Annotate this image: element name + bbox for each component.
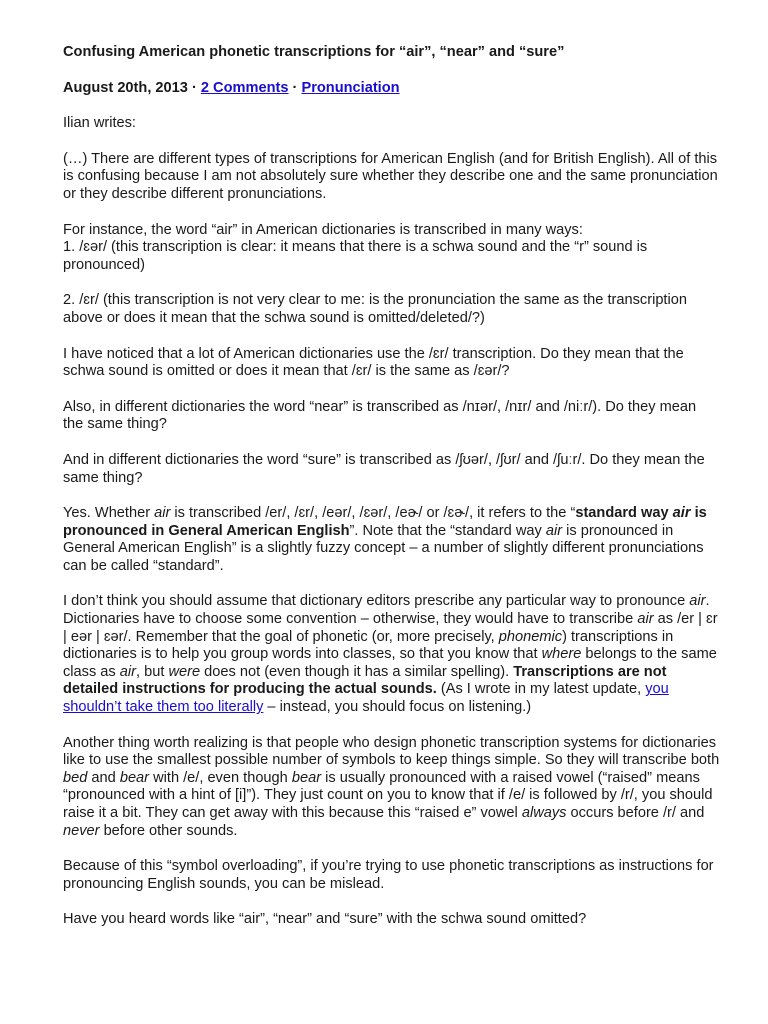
bold-italic-run: air bbox=[672, 505, 691, 522]
text-run: ”. Note that the “standard way bbox=[349, 522, 546, 539]
paragraph-question-4: I have noticed that a lot of American dictionaries use the /ɛr/ transcription. Do they mean that the schwa sound is omitted or does it mean that /ɛr/ is the same as /ɛər/? bbox=[63, 345, 684, 380]
italic-run: air bbox=[545, 522, 563, 539]
italic-run: were bbox=[168, 663, 201, 680]
paragraph-question-5: Also, in different dictionaries the word “near” is transcribed as /nɪər/, /nɪr/ and /niːr/). Do they mean the same thing? bbox=[63, 398, 697, 433]
text-run: (As I wrote in my latest update, bbox=[436, 681, 646, 698]
text-run: . Dictionaries have to choose some convention – otherwise, they would have to transcribe bbox=[63, 593, 710, 628]
category-link[interactable]: Pronunciation bbox=[301, 79, 400, 96]
text-run: Yes. Whether bbox=[63, 505, 155, 522]
post-date: August 20th, 2013 bbox=[63, 79, 188, 96]
meta-separator: · bbox=[288, 79, 302, 96]
italic-run: air bbox=[689, 593, 706, 610]
paragraph-question-6: And in different dictionaries the word “sure” is transcribed as /ʃʊər/, /ʃʊr/ and /ʃuːr/. Do they mean the same thing? bbox=[63, 451, 705, 486]
italic-run: air bbox=[637, 611, 654, 628]
paragraph-answer-1 bbox=[63, 505, 720, 575]
italic-run: where bbox=[541, 646, 582, 663]
comments-link[interactable]: 2 Comments bbox=[200, 79, 289, 96]
paragraph-question-1: (…) There are different types of transcriptions for American English (and for British English). All of this is confusing because I am not absolutely sure whether they describe one and the same pronunciation or they describe different pronunciations. bbox=[63, 150, 718, 202]
italic-run: bed bbox=[63, 769, 88, 786]
paragraph-answer-3 bbox=[63, 735, 720, 841]
paragraph-question-2b: 1. /ɛər/ (this transcription is clear: it means that there is a schwa sound and the “r” sound is pronounced) bbox=[63, 239, 648, 273]
text-run: Another thing worth realizing is that people who design phonetic transcription systems for dictionaries like to use the smallest possible number of symbols to keep things simple. So they will transcribe both bbox=[63, 734, 720, 769]
text-run: and bbox=[87, 769, 120, 786]
meta-separator: · bbox=[187, 79, 201, 96]
paragraph-answer-4: Because of this “symbol overloading”, if you’re trying to use phonetic transcriptions as instructions for pronouncing English sounds, you can be mislead. bbox=[63, 858, 714, 892]
text-run: ) transcriptions in dictionaries is to help you group words into classes, so that you know that bbox=[63, 628, 674, 663]
paragraph-closing-question: Have you heard words like “air”, “near” and “sure” with the schwa sound omitted? bbox=[63, 911, 587, 928]
text-run: before other sounds. bbox=[99, 822, 238, 839]
text-run: is usually pronounced with a raised vowel (“raised” means “pronounced with a hint of [i]”). They just count on you to know that if /e/ is followed by /r/, you should raise it a bit. They can get away with this because this “raised e” vowel bbox=[63, 769, 713, 821]
italic-run: always bbox=[521, 805, 567, 821]
italic-run: phonemic bbox=[498, 628, 563, 645]
post-title: Confusing American phonetic transcriptions for “air”, “near” and “sure” bbox=[63, 44, 565, 60]
update-link[interactable]: you shouldn’t take them too literally bbox=[63, 681, 669, 716]
text-run: – instead, you should focus on listening.) bbox=[263, 699, 532, 716]
bold-run: Transcriptions are not detailed instructions for producing the actual sounds. bbox=[63, 663, 667, 698]
italic-run: bear bbox=[291, 769, 322, 786]
text-run: with /e/, even though bbox=[149, 769, 292, 786]
text-run: as /er | ɛr | eər | ɛər/. Remember that the goal of phonetic (or, more precisely, bbox=[63, 611, 718, 645]
italic-run: air bbox=[119, 663, 136, 680]
text-run: is pronounced in General American English” is a slightly fuzzy concept – a number of slightly different pronunciations can be called “standard”. bbox=[63, 522, 704, 574]
italic-run: air bbox=[154, 505, 171, 522]
text-run: does not (even though it has a similar spelling). bbox=[200, 663, 514, 680]
text-run: I don’t think you should assume that dictionary editors prescribe any particular way to pronounce bbox=[63, 593, 690, 610]
text-run: occurs before /r/ and bbox=[566, 805, 705, 821]
bold-run: standard way bbox=[575, 505, 673, 522]
paragraph-question-2a: For instance, the word “air” in American dictionaries is transcribed in many ways: bbox=[63, 221, 583, 238]
post-meta bbox=[63, 80, 720, 98]
italic-run: never bbox=[63, 822, 100, 839]
text-run: is transcribed /er/, /ɛr/, /eər/, /ɛər/, /eɚ/ or /ɛɚ/, it refers to the “ bbox=[170, 505, 576, 522]
paragraph-intro: Ilian writes: bbox=[63, 115, 136, 132]
bold-run: is pronounced in General American English bbox=[63, 505, 707, 539]
text-run: belongs to the same class as bbox=[63, 646, 717, 680]
paragraph-question-3: 2. /ɛr/ (this transcription is not very clear to me: is the pronunciation the same as the transcription above or does it mean that the schwa sound is omitted/deleted/?) bbox=[63, 292, 687, 326]
paragraph-answer-2 bbox=[63, 593, 720, 716]
text-run: , but bbox=[136, 663, 169, 680]
italic-run: bear bbox=[119, 769, 150, 786]
